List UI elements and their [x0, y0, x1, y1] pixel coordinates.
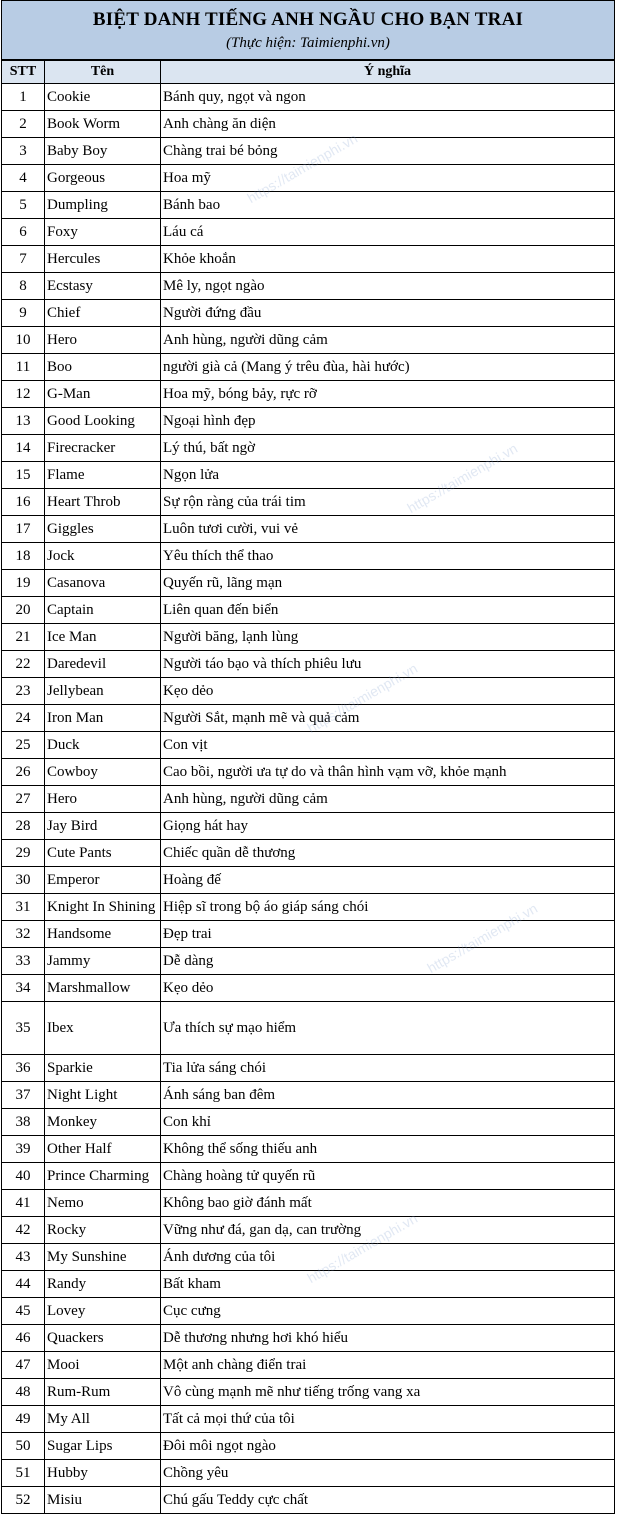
row-name: Heart Throb: [45, 489, 161, 516]
row-number: 12: [2, 381, 45, 408]
row-meaning: Người băng, lạnh lùng: [161, 624, 615, 651]
watermark-text: https://taimienphi.vn: [244, 129, 361, 207]
table-row: [2, 975, 615, 1002]
row-meaning: Bánh bao: [161, 192, 615, 219]
row-name: Baby Boy: [45, 138, 161, 165]
row-name: Hercules: [45, 246, 161, 273]
row-meaning: Ánh sáng ban đêm: [161, 1082, 615, 1109]
row-meaning: Chồng yêu: [161, 1460, 615, 1487]
table-row: [2, 1055, 615, 1082]
table-row: [2, 111, 615, 138]
row-number: 37: [2, 1082, 45, 1109]
row-number: 35: [2, 1002, 45, 1055]
row-name: Cookie: [45, 84, 161, 111]
row-number: 11: [2, 354, 45, 381]
row-number: 9: [2, 300, 45, 327]
row-name: Jellybean: [45, 678, 161, 705]
row-meaning: Luôn tươi cười, vui vẻ: [161, 516, 615, 543]
row-meaning: Không bao giờ đánh mất: [161, 1190, 615, 1217]
row-name: Cowboy: [45, 759, 161, 786]
row-name: Sugar Lips: [45, 1433, 161, 1460]
row-number: 6: [2, 219, 45, 246]
row-name: G-Man: [45, 381, 161, 408]
row-name: Hero: [45, 786, 161, 813]
row-meaning: Cục cưng: [161, 1298, 615, 1325]
row-number: 18: [2, 543, 45, 570]
watermark-text: https://taimienphi.vn: [424, 899, 541, 977]
page-title: BIỆT DANH TIẾNG ANH NGẦU CHO BẠN TRAI: [92, 9, 524, 30]
table-row: [2, 1298, 615, 1325]
row-name: Good Looking: [45, 408, 161, 435]
row-meaning: Ánh dương của tôi: [161, 1244, 615, 1271]
row-name: Daredevil: [45, 651, 161, 678]
row-meaning: Không thể sống thiếu anh: [161, 1136, 615, 1163]
row-name: My All: [45, 1406, 161, 1433]
table-row: [2, 435, 615, 462]
row-number: 52: [2, 1487, 45, 1514]
table-row: [2, 840, 615, 867]
row-number: 33: [2, 948, 45, 975]
row-meaning: Ưa thích sự mạo hiểm: [161, 1002, 615, 1055]
row-name: Book Worm: [45, 111, 161, 138]
table-row: [2, 1002, 615, 1055]
table-row: [2, 1163, 615, 1190]
watermark-text: https://taimienphi.vn: [404, 439, 521, 517]
row-meaning: Cao bồi, người ưa tự do và thân hình vạm vỡ, khỏe mạnh: [161, 759, 615, 786]
nickname-table: [1, 60, 615, 1514]
row-meaning: Chiếc quần dễ thương: [161, 840, 615, 867]
row-name: Handsome: [45, 921, 161, 948]
row-number: 43: [2, 1244, 45, 1271]
column-header-name: Tên: [45, 61, 161, 84]
table-row: [2, 192, 615, 219]
row-name: Casanova: [45, 570, 161, 597]
table-row: [2, 597, 615, 624]
row-number: 42: [2, 1217, 45, 1244]
row-name: Lovey: [45, 1298, 161, 1325]
table-row: [2, 786, 615, 813]
nickname-sheet: [1, 0, 615, 1514]
row-number: 49: [2, 1406, 45, 1433]
table-row: [2, 138, 615, 165]
row-name: Marshmallow: [45, 975, 161, 1002]
row-number: 7: [2, 246, 45, 273]
table-row: [2, 1244, 615, 1271]
row-meaning: Liên quan đến biển: [161, 597, 615, 624]
row-name: Firecracker: [45, 435, 161, 462]
table-row: [2, 1460, 615, 1487]
row-number: 47: [2, 1352, 45, 1379]
row-number: 16: [2, 489, 45, 516]
row-number: 10: [2, 327, 45, 354]
row-name: Monkey: [45, 1109, 161, 1136]
row-number: 32: [2, 921, 45, 948]
table-row: [2, 948, 615, 975]
table-row: [2, 1190, 615, 1217]
watermark-text: https://taimienphi.vn: [304, 659, 421, 737]
row-meaning: Quyến rũ, lãng mạn: [161, 570, 615, 597]
table-row: [2, 543, 615, 570]
table-row: [2, 570, 615, 597]
row-number: 25: [2, 732, 45, 759]
row-meaning: Hoa mỹ: [161, 165, 615, 192]
table-row: [2, 813, 615, 840]
row-name: Hero: [45, 327, 161, 354]
row-meaning: Vững như đá, gan dạ, can trường: [161, 1217, 615, 1244]
table-row: [2, 1271, 615, 1298]
row-meaning: Anh chàng ăn diện: [161, 111, 615, 138]
row-number: 14: [2, 435, 45, 462]
row-meaning: Người Sắt, mạnh mẽ và quả cảm: [161, 705, 615, 732]
row-number: 51: [2, 1460, 45, 1487]
row-name: Dumpling: [45, 192, 161, 219]
row-name: Ice Man: [45, 624, 161, 651]
row-name: Ecstasy: [45, 273, 161, 300]
table-row: [2, 1379, 615, 1406]
table-row: [2, 651, 615, 678]
row-number: 38: [2, 1109, 45, 1136]
row-meaning: Hoàng đế: [161, 867, 615, 894]
row-number: 50: [2, 1433, 45, 1460]
table-row: [2, 327, 615, 354]
row-number: 17: [2, 516, 45, 543]
row-name: Randy: [45, 1271, 161, 1298]
row-name: Foxy: [45, 219, 161, 246]
row-meaning: Yêu thích thể thao: [161, 543, 615, 570]
row-number: 21: [2, 624, 45, 651]
table-row: [2, 165, 615, 192]
row-meaning: Khỏe khoắn: [161, 246, 615, 273]
row-number: 4: [2, 165, 45, 192]
row-name: Hubby: [45, 1460, 161, 1487]
row-name: Rocky: [45, 1217, 161, 1244]
row-name: Night Light: [45, 1082, 161, 1109]
table-row: [2, 705, 615, 732]
row-meaning: Người táo bạo và thích phiêu lưu: [161, 651, 615, 678]
watermark-text: https://taimienphi.vn: [304, 1209, 421, 1287]
table-row: [2, 1433, 615, 1460]
row-meaning: Dễ dàng: [161, 948, 615, 975]
row-meaning: Kẹo dẻo: [161, 678, 615, 705]
row-number: 27: [2, 786, 45, 813]
row-number: 1: [2, 84, 45, 111]
table-row: [2, 408, 615, 435]
row-meaning: Kẹo dẻo: [161, 975, 615, 1002]
row-meaning: Ngoại hình đẹp: [161, 408, 615, 435]
row-meaning: Con khỉ: [161, 1109, 615, 1136]
row-name: Emperor: [45, 867, 161, 894]
column-header-stt: STT: [2, 61, 45, 84]
row-number: 48: [2, 1379, 45, 1406]
row-name: Chief: [45, 300, 161, 327]
row-meaning: Con vịt: [161, 732, 615, 759]
row-meaning: Chàng hoàng tử quyến rũ: [161, 1163, 615, 1190]
row-meaning: Láu cá: [161, 219, 615, 246]
table-row: [2, 1109, 615, 1136]
row-number: 29: [2, 840, 45, 867]
table-row: [2, 381, 615, 408]
row-name: Mooi: [45, 1352, 161, 1379]
row-name: Iron Man: [45, 705, 161, 732]
page-subtitle: (Thực hiện: Taimienphi.vn): [226, 35, 390, 51]
table-row: [2, 462, 615, 489]
row-number: 5: [2, 192, 45, 219]
table-row: [2, 867, 615, 894]
row-name: Rum-Rum: [45, 1379, 161, 1406]
row-name: Ibex: [45, 1002, 161, 1055]
table-row: [2, 84, 615, 111]
row-number: 13: [2, 408, 45, 435]
row-name: Jay Bird: [45, 813, 161, 840]
row-number: 40: [2, 1163, 45, 1190]
row-meaning: Tia lửa sáng chói: [161, 1055, 615, 1082]
row-number: 26: [2, 759, 45, 786]
row-meaning: Người đứng đầu: [161, 300, 615, 327]
column-header-meaning: Ý nghĩa: [161, 61, 615, 84]
row-number: 28: [2, 813, 45, 840]
row-number: 34: [2, 975, 45, 1002]
row-name: Captain: [45, 597, 161, 624]
row-number: 15: [2, 462, 45, 489]
row-number: 41: [2, 1190, 45, 1217]
row-meaning: Đẹp trai: [161, 921, 615, 948]
row-name: Prince Charming: [45, 1163, 161, 1190]
row-number: 24: [2, 705, 45, 732]
row-meaning: Anh hùng, người dũng cảm: [161, 786, 615, 813]
table-row: [2, 1487, 615, 1514]
table-row: [2, 273, 615, 300]
row-number: 44: [2, 1271, 45, 1298]
table-row: [2, 1217, 615, 1244]
table-row: [2, 246, 615, 273]
row-meaning: Tất cả mọi thứ của tôi: [161, 1406, 615, 1433]
table-row: [2, 678, 615, 705]
row-number: 20: [2, 597, 45, 624]
row-number: 3: [2, 138, 45, 165]
row-number: 36: [2, 1055, 45, 1082]
table-body: [2, 84, 615, 1514]
table-header-row: [2, 61, 615, 84]
table-row: [2, 1325, 615, 1352]
row-name: Jock: [45, 543, 161, 570]
table-row: [2, 1352, 615, 1379]
title-banner: [1, 0, 615, 60]
row-name: Giggles: [45, 516, 161, 543]
table-row: [2, 921, 615, 948]
table-row: [2, 894, 615, 921]
table-row: [2, 516, 615, 543]
row-name: My Sunshine: [45, 1244, 161, 1271]
row-meaning: Giọng hát hay: [161, 813, 615, 840]
row-name: Nemo: [45, 1190, 161, 1217]
row-meaning: Sự rộn ràng của trái tim: [161, 489, 615, 516]
row-name: Flame: [45, 462, 161, 489]
row-meaning: Chú gấu Teddy cực chất: [161, 1487, 615, 1514]
row-meaning: Một anh chàng điển trai: [161, 1352, 615, 1379]
row-number: 8: [2, 273, 45, 300]
table-row: [2, 1406, 615, 1433]
row-meaning: người già cả (Mang ý trêu đùa, hài hước): [161, 354, 615, 381]
row-meaning: Ngọn lửa: [161, 462, 615, 489]
row-number: 19: [2, 570, 45, 597]
table-row: [2, 732, 615, 759]
table-row: [2, 489, 615, 516]
row-number: 30: [2, 867, 45, 894]
row-meaning: Mê ly, ngọt ngào: [161, 273, 615, 300]
row-name: Knight In Shining: [45, 894, 161, 921]
table-row: [2, 300, 615, 327]
row-number: 39: [2, 1136, 45, 1163]
row-meaning: Hoa mỹ, bóng bảy, rực rỡ: [161, 381, 615, 408]
table-row: [2, 354, 615, 381]
row-meaning: Bánh quy, ngọt và ngon: [161, 84, 615, 111]
table-row: [2, 624, 615, 651]
row-meaning: Lý thú, bất ngờ: [161, 435, 615, 462]
row-name: Jammy: [45, 948, 161, 975]
row-meaning: Vô cùng mạnh mẽ như tiếng trống vang xa: [161, 1379, 615, 1406]
row-meaning: Hiệp sĩ trong bộ áo giáp sáng chói: [161, 894, 615, 921]
table-row: [2, 1136, 615, 1163]
row-name: Cute Pants: [45, 840, 161, 867]
row-number: 45: [2, 1298, 45, 1325]
row-number: 31: [2, 894, 45, 921]
row-meaning: Chàng trai bé bỏng: [161, 138, 615, 165]
row-meaning: Dễ thương nhưng hơi khó hiểu: [161, 1325, 615, 1352]
row-number: 46: [2, 1325, 45, 1352]
row-name: Other Half: [45, 1136, 161, 1163]
table-row: [2, 1082, 615, 1109]
row-meaning: Đôi môi ngọt ngào: [161, 1433, 615, 1460]
row-number: 22: [2, 651, 45, 678]
row-name: Misiu: [45, 1487, 161, 1514]
row-name: Sparkie: [45, 1055, 161, 1082]
table-row: [2, 219, 615, 246]
row-name: Duck: [45, 732, 161, 759]
row-meaning: Bất kham: [161, 1271, 615, 1298]
row-number: 23: [2, 678, 45, 705]
row-name: Boo: [45, 354, 161, 381]
row-name: Gorgeous: [45, 165, 161, 192]
row-name: Quackers: [45, 1325, 161, 1352]
table-row: [2, 759, 615, 786]
row-meaning: Anh hùng, người dũng cảm: [161, 327, 615, 354]
row-number: 2: [2, 111, 45, 138]
